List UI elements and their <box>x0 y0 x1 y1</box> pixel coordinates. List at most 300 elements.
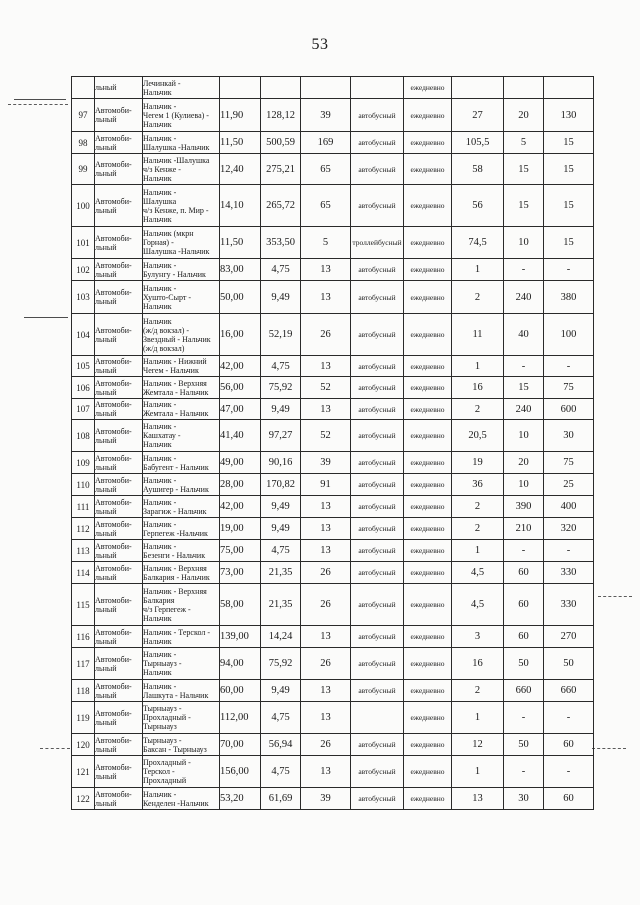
transport-type-cell-line: Автомоби- <box>95 519 132 529</box>
schedule-cell-text: ежедневно <box>410 713 445 722</box>
transport-type-cell-line: льный <box>95 83 117 92</box>
schedule-cell <box>404 562 452 584</box>
vehicle-kind-cell <box>351 259 404 281</box>
value-1-cell <box>452 788 504 810</box>
value-2-cell <box>504 788 544 810</box>
value-3-cell <box>544 518 594 540</box>
schedule-cell-text: ежедневно <box>410 330 445 339</box>
schedule-cell <box>404 281 452 314</box>
value-3-cell-text: 330 <box>560 599 577 610</box>
value-1-cell-text: 58 <box>472 163 483 175</box>
value-1-cell <box>452 281 504 314</box>
schedule-cell-text: ежедневно <box>410 686 445 695</box>
schedule-cell-text: ежедневно <box>410 600 445 609</box>
value-3-cell-text: - <box>566 545 571 556</box>
route-name-cell-line: Чегем - Нальчик <box>143 366 199 375</box>
value-2-cell-text: 30 <box>518 793 529 804</box>
route-length-cell <box>220 154 261 185</box>
stops-cell-text: 13 <box>320 766 331 777</box>
value-1-cell <box>452 496 504 518</box>
vehicle-kind-cell-text: автобусный <box>358 265 396 274</box>
route-name-cell-line: Тырныауз - <box>143 659 182 668</box>
transport-type-cell <box>95 185 143 227</box>
route-name-cell-line: Нальчик - <box>143 453 177 463</box>
route-name-cell-line: Нальчик <box>143 440 172 449</box>
value-2-cell <box>504 259 544 281</box>
value-1-cell-text: 11 <box>472 329 483 340</box>
distance-cell-text: 275,21 <box>266 163 295 175</box>
stops-cell <box>301 734 351 756</box>
value-1-cell <box>452 626 504 648</box>
value-2-cell <box>504 132 544 154</box>
value-1-cell-text: 2 <box>474 523 481 534</box>
stops-cell-text: 13 <box>320 523 331 534</box>
route-length-cell-text: 11,90 <box>220 109 244 121</box>
value-3-cell <box>544 756 594 788</box>
transport-type-cell-line: Автомоби- <box>95 563 132 573</box>
transport-type-cell <box>95 77 143 99</box>
route-name-cell-line: Шалушка -Нальчик <box>143 247 210 256</box>
transport-type-cell <box>95 518 143 540</box>
transport-type-cell-line: льный <box>95 572 117 582</box>
value-3-cell <box>544 584 594 626</box>
route-name-cell-line: Балкария <box>143 595 175 605</box>
stops-cell <box>301 562 351 584</box>
stops-cell <box>301 626 351 648</box>
route-length-cell-text: 42,00 <box>220 360 244 372</box>
transport-type-cell-line: Автомоби- <box>95 595 132 605</box>
stops-cell-text: 13 <box>320 501 331 512</box>
route-name-cell-line: Нальчик (мкрн <box>143 229 194 238</box>
transport-type-cell <box>95 399 143 420</box>
page-number: 53 <box>311 36 329 53</box>
vehicle-kind-cell-text: автобусный <box>358 361 396 371</box>
route-name-cell <box>143 474 220 496</box>
vehicle-kind-cell-text: автобусный <box>358 431 396 440</box>
value-3-cell-text: - <box>566 712 571 723</box>
route-length-cell-text: 58,00 <box>220 599 244 610</box>
value-2-cell-text: - <box>521 712 526 723</box>
distance-cell <box>261 584 301 626</box>
value-2-cell <box>504 452 544 474</box>
route-name-cell <box>143 99 220 132</box>
scan-artifact-line <box>8 104 68 105</box>
distance-cell-text: 52,19 <box>268 329 293 340</box>
route-name-cell-line: Нальчик - <box>143 422 177 431</box>
transport-type-cell-line: Автомоби- <box>95 654 132 664</box>
schedule-cell <box>404 584 452 626</box>
row-number-cell-text: 109 <box>76 457 90 468</box>
value-2-cell <box>504 185 544 227</box>
row-number-cell-text: 115 <box>76 599 90 610</box>
row-number-cell-text: 99 <box>78 164 88 174</box>
table-row <box>72 420 594 452</box>
stops-cell <box>301 132 351 154</box>
route-name-cell <box>143 314 220 356</box>
vehicle-kind-cell-text: автобусный <box>358 138 396 147</box>
route-length-cell-text: 16,00 <box>220 329 244 340</box>
value-1-cell-text: 3 <box>474 631 481 642</box>
value-1-cell-text: 74,5 <box>468 237 487 248</box>
route-name-cell-line: Терскол - <box>143 767 175 776</box>
value-2-cell-text: 60 <box>518 599 529 610</box>
schedule-cell <box>404 259 452 281</box>
route-length-cell-text: 56,00 <box>220 382 244 393</box>
distance-cell-text: 97,27 <box>268 430 293 441</box>
value-3-cell-text: 75 <box>563 457 574 468</box>
transport-type-cell <box>95 259 143 281</box>
stops-cell-text: 26 <box>320 329 331 340</box>
value-1-cell <box>452 154 504 185</box>
transport-type-cell <box>95 584 143 626</box>
value-3-cell <box>544 185 594 227</box>
vehicle-kind-cell-text: автобусный <box>358 292 396 302</box>
transport-type-cell-line: Автомоби- <box>95 708 132 718</box>
schedule-cell-text: ежедневно <box>410 524 445 533</box>
route-name-cell-line: ч/з Кенже - <box>143 164 181 174</box>
value-2-cell <box>504 99 544 132</box>
stops-cell <box>301 77 351 99</box>
vehicle-kind-cell-text: автобусный <box>358 686 396 695</box>
route-name-cell-line: Нальчик - Верхняя <box>143 586 207 596</box>
value-2-cell-text: - <box>521 360 526 372</box>
value-1-cell <box>452 518 504 540</box>
transport-type-cell-line: Автомоби- <box>95 106 132 115</box>
row-number-cell-text: 117 <box>76 658 90 669</box>
distance-cell-text: 9,49 <box>271 501 290 512</box>
value-1-cell <box>452 356 504 377</box>
row-number-cell <box>72 399 95 420</box>
distance-cell-text: 75,92 <box>268 658 293 669</box>
vehicle-kind-cell-text: автобусный <box>358 110 396 120</box>
distance-cell <box>261 518 301 540</box>
row-number-cell-text: 119 <box>76 712 90 723</box>
vehicle-kind-cell-text: автобусный <box>358 201 396 210</box>
row-number-cell-text: 111 <box>76 501 90 512</box>
value-3-cell <box>544 259 594 281</box>
route-name-cell-line: Нальчик - <box>143 101 177 111</box>
value-2-cell <box>504 648 544 680</box>
vehicle-kind-cell <box>351 474 404 496</box>
value-3-cell-text: 320 <box>560 523 577 534</box>
stops-cell-text: 13 <box>320 631 331 642</box>
route-name-cell-line: Нальчик -Шалушка <box>143 155 210 165</box>
transport-type-cell <box>95 788 143 810</box>
table-row <box>72 584 594 626</box>
transport-type-cell <box>95 356 143 377</box>
distance-cell <box>261 77 301 99</box>
table-row <box>72 788 594 810</box>
route-length-cell-text: 156,00 <box>220 766 249 777</box>
transport-type-cell-line: Автомоби- <box>95 789 132 799</box>
row-number-cell <box>72 518 95 540</box>
vehicle-kind-cell <box>351 648 404 680</box>
stops-cell-text: 13 <box>320 291 331 303</box>
stops-cell <box>301 474 351 496</box>
route-name-cell-line: Жемтала - Нальчик <box>143 409 209 418</box>
vehicle-kind-cell <box>351 562 404 584</box>
route-name-cell-line: Нальчик - <box>143 789 177 799</box>
schedule-cell <box>404 420 452 452</box>
transport-type-cell-line: Автомоби- <box>95 378 132 388</box>
route-length-cell <box>220 452 261 474</box>
transport-type-cell-line: Автомоби- <box>95 196 132 206</box>
value-1-cell-text: 27 <box>472 109 483 121</box>
scan-artifact-line <box>598 596 632 597</box>
transport-type-cell-line: Автомоби- <box>95 475 132 485</box>
vehicle-kind-cell <box>351 756 404 788</box>
row-number-cell <box>72 99 95 132</box>
stops-cell <box>301 377 351 399</box>
value-1-cell-text: 20,5 <box>468 430 487 441</box>
route-name-cell-line: Нальчик <box>143 636 172 646</box>
value-3-cell-text: - <box>566 264 571 275</box>
distance-cell-text: 500,59 <box>266 137 295 148</box>
distance-cell-text: 75,92 <box>268 382 293 393</box>
distance-cell-text: 56,94 <box>268 739 293 750</box>
vehicle-kind-cell-text: автобусный <box>358 546 396 555</box>
schedule-cell-text: ежедневно <box>410 740 445 749</box>
row-number-cell <box>72 474 95 496</box>
transport-type-cell-line: льный <box>95 798 117 808</box>
transport-type-cell-line: Автомоби- <box>95 681 132 691</box>
value-1-cell-text: 36 <box>472 479 483 490</box>
transport-type-cell <box>95 154 143 185</box>
distance-cell <box>261 734 301 756</box>
transport-type-cell-line: Автомоби- <box>95 627 132 637</box>
row-number-cell <box>72 540 95 562</box>
vehicle-kind-cell-text: автобусный <box>358 383 396 392</box>
route-name-cell-line: Кашхатау - <box>143 431 181 440</box>
value-3-cell-text: 15 <box>563 200 574 211</box>
transport-type-cell-line: льный <box>95 604 117 614</box>
value-2-cell <box>504 356 544 377</box>
distance-cell-text: 4,75 <box>271 360 290 372</box>
transport-type-cell-line: Автомоби- <box>95 260 132 270</box>
route-length-cell <box>220 540 261 562</box>
value-2-cell <box>504 154 544 185</box>
row-number-cell-text: 116 <box>76 631 90 642</box>
value-3-cell-text: 75 <box>563 382 574 393</box>
route-name-cell-line: Лечинкай - <box>143 78 181 88</box>
distance-cell-text: 14,24 <box>268 631 293 642</box>
table-row <box>72 734 594 756</box>
value-1-cell-text: 1 <box>474 766 481 777</box>
route-name-cell-line: Чегем 1 (Кулиева) - <box>143 110 209 120</box>
stops-cell <box>301 496 351 518</box>
transport-type-cell-line: льный <box>95 205 117 215</box>
route-length-cell <box>220 227 261 259</box>
row-number-cell <box>72 734 95 756</box>
value-3-cell-text: 25 <box>563 479 574 490</box>
route-length-cell-text: 50,00 <box>220 291 244 303</box>
table-row <box>72 185 594 227</box>
table-row <box>72 314 594 356</box>
route-length-cell-text: 70,00 <box>220 739 244 750</box>
route-length-cell-text: 11,50 <box>220 137 244 148</box>
route-length-cell <box>220 99 261 132</box>
route-name-cell-line: ч/з Герпегеж - <box>143 604 191 614</box>
distance-cell-text: 21,35 <box>268 599 293 610</box>
value-3-cell-text: - <box>566 766 571 777</box>
route-length-cell <box>220 132 261 154</box>
route-name-cell-line: (ж/д вокзал) <box>143 343 185 353</box>
transport-type-cell <box>95 99 143 132</box>
vehicle-kind-cell <box>351 99 404 132</box>
stops-cell <box>301 756 351 788</box>
route-name-cell-line: Нальчик <box>143 173 172 183</box>
distance-cell <box>261 680 301 702</box>
route-name-cell <box>143 702 220 734</box>
distance-cell-text: 170,82 <box>266 479 295 490</box>
row-number-cell-text: 122 <box>76 793 90 804</box>
row-number-cell <box>72 680 95 702</box>
transport-type-cell-line: льный <box>95 366 117 375</box>
schedule-cell-text: ежедневно <box>410 480 445 489</box>
table-row <box>72 356 594 377</box>
value-1-cell <box>452 648 504 680</box>
distance-cell <box>261 756 301 788</box>
row-number-cell <box>72 132 95 154</box>
distance-cell <box>261 185 301 227</box>
route-name-cell <box>143 452 220 474</box>
value-2-cell-text: 20 <box>518 457 529 468</box>
route-name-cell <box>143 648 220 680</box>
value-3-cell <box>544 788 594 810</box>
routes-table-body <box>72 77 594 810</box>
schedule-cell-text: ежедневно <box>410 164 445 174</box>
distance-cell <box>261 99 301 132</box>
route-name-cell-line: Тырныауз <box>143 722 177 731</box>
transport-type-cell-line: Автомоби- <box>95 426 132 436</box>
value-3-cell-text: 15 <box>563 137 574 148</box>
route-name-cell-line: Нальчик - <box>143 475 177 485</box>
vehicle-kind-cell-text: автобусный <box>358 458 396 467</box>
route-name-cell-line: Аушигер - Нальчик <box>143 484 209 494</box>
route-length-cell <box>220 474 261 496</box>
value-1-cell <box>452 132 504 154</box>
transport-type-cell <box>95 132 143 154</box>
stops-cell <box>301 648 351 680</box>
transport-type-cell <box>95 540 143 562</box>
route-name-cell <box>143 626 220 648</box>
vehicle-kind-cell-text: автобусный <box>358 480 396 489</box>
stops-cell <box>301 702 351 734</box>
stops-cell-text: 91 <box>320 479 331 490</box>
row-number-cell <box>72 584 95 626</box>
schedule-cell-text: ежедневно <box>410 431 445 440</box>
table-row <box>72 377 594 399</box>
stops-cell <box>301 518 351 540</box>
value-3-cell-text: 130 <box>560 109 577 121</box>
table-row <box>72 154 594 185</box>
vehicle-kind-cell <box>351 702 404 734</box>
vehicle-kind-cell-text: автобусный <box>358 568 396 577</box>
vehicle-kind-cell <box>351 788 404 810</box>
schedule-cell <box>404 496 452 518</box>
scan-artifact-line <box>14 99 66 100</box>
transport-type-cell-line: льный <box>95 387 117 397</box>
row-number-cell-text: 121 <box>76 766 90 777</box>
route-length-cell <box>220 356 261 377</box>
transport-type-cell-line: льный <box>95 636 117 646</box>
vehicle-kind-cell <box>351 734 404 756</box>
transport-type-cell-line: Автомоби- <box>95 288 132 297</box>
route-name-cell-line: Нальчик <box>143 316 172 326</box>
value-3-cell <box>544 734 594 756</box>
transport-type-cell-line: льный <box>95 269 117 279</box>
value-1-cell <box>452 540 504 562</box>
transport-type-cell-line: льный <box>95 744 117 754</box>
transport-type-cell-line: Автомоби- <box>95 453 132 463</box>
row-number-cell <box>72 154 95 185</box>
value-3-cell <box>544 702 594 734</box>
route-name-cell <box>143 356 220 377</box>
value-2-cell <box>504 756 544 788</box>
value-3-cell-text: 600 <box>560 403 577 415</box>
transport-type-cell-line: льный <box>95 663 117 673</box>
stops-cell <box>301 680 351 702</box>
value-1-cell <box>452 420 504 452</box>
value-1-cell <box>452 734 504 756</box>
schedule-cell <box>404 356 452 377</box>
route-length-cell-text: 83,00 <box>220 264 244 275</box>
schedule-cell-text: ежедневно <box>410 265 445 274</box>
table-row <box>72 562 594 584</box>
vehicle-kind-cell <box>351 185 404 227</box>
schedule-cell-text: ежедневно <box>410 83 445 92</box>
route-name-cell-line: Прохладный <box>143 776 187 785</box>
row-number-cell-text: 120 <box>76 739 90 750</box>
transport-type-cell-line: льный <box>95 409 117 418</box>
table-row <box>72 474 594 496</box>
stops-cell-text: 5 <box>322 237 329 248</box>
route-name-cell-line: Кенделен -Нальчик <box>143 798 209 808</box>
route-name-cell <box>143 562 220 584</box>
row-number-cell <box>72 227 95 259</box>
route-length-cell <box>220 680 261 702</box>
row-number-cell <box>72 452 95 474</box>
schedule-cell <box>404 154 452 185</box>
row-number-cell-text: 113 <box>76 545 90 556</box>
value-2-cell <box>504 626 544 648</box>
value-1-cell-text: 16 <box>472 382 483 393</box>
row-number-cell <box>72 77 95 99</box>
table-row <box>72 756 594 788</box>
route-length-cell-text: 47,00 <box>220 403 244 415</box>
route-name-cell-line: Нальчик - Верхняя <box>143 378 207 388</box>
vehicle-kind-cell-text: автобусный <box>358 164 396 174</box>
table-row <box>72 702 594 734</box>
route-name-cell <box>143 77 220 99</box>
stops-cell <box>301 584 351 626</box>
route-length-cell <box>220 702 261 734</box>
table-row <box>72 259 594 281</box>
transport-type-cell <box>95 474 143 496</box>
row-number-cell-text: 102 <box>76 264 90 275</box>
value-1-cell-text: 4,5 <box>470 567 485 578</box>
schedule-cell-text: ежедневно <box>410 138 445 147</box>
distance-cell <box>261 281 301 314</box>
value-3-cell-text: 330 <box>560 567 577 578</box>
vehicle-kind-cell-text: автобусный <box>358 659 396 668</box>
vehicle-kind-cell-text: автобусный <box>358 740 396 749</box>
route-name-cell <box>143 420 220 452</box>
route-length-cell <box>220 281 261 314</box>
value-1-cell <box>452 377 504 399</box>
route-name-cell-line: Тырныауз - <box>143 735 182 745</box>
stops-cell <box>301 314 351 356</box>
